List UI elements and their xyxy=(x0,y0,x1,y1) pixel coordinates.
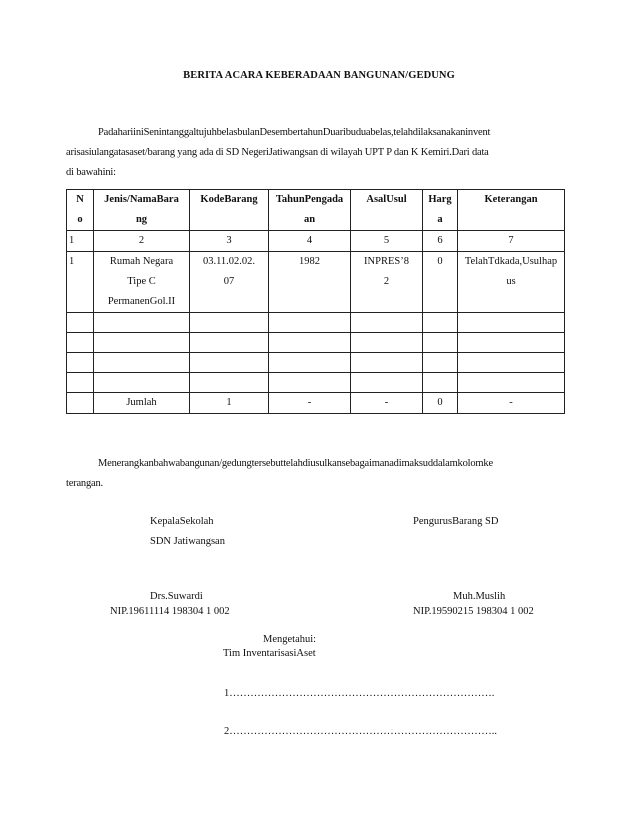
table-cell: 7 xyxy=(458,231,565,252)
table-row xyxy=(67,313,565,333)
left-signatory-school: SDN Jatiwangsan xyxy=(150,536,225,547)
closing-line-1: Menerangkanbahwabangunan/gedungtersebuttelahdiusulkansebagaimanadimaksuddalamkolomke xyxy=(98,458,493,469)
table-total-row xyxy=(67,393,565,414)
table-cell: 1 xyxy=(67,252,94,313)
team-member-1: 1…………………………………………………………………. xyxy=(224,688,495,699)
left-signatory-nip: NIP.19611114 198304 1 002 xyxy=(110,606,230,617)
header-no: N o xyxy=(67,190,94,231)
table-cell: 1982 xyxy=(269,252,351,313)
table-cell: 4 xyxy=(269,231,351,252)
table-cell: 5 xyxy=(351,231,423,252)
table-cell: 6 xyxy=(423,231,458,252)
intro-line-3: di bawahini: xyxy=(66,167,116,178)
table-cell: - xyxy=(458,393,565,414)
table-row xyxy=(67,353,565,373)
header-tahun: TahunPengada an xyxy=(269,190,351,231)
inventory-table xyxy=(66,189,565,414)
table-cell: 2 xyxy=(94,231,190,252)
table-header-row xyxy=(67,190,565,231)
total-label: Jumlah xyxy=(94,393,190,414)
document-title: BERITA ACARA KEBERADAAN BANGUNAN/GEDUNG xyxy=(183,70,455,81)
intro-line-2: arisasiulangatasaset/barang yang ada di SD NegeriJatiwangsan di wilayah UPT P dan K Kemiri.Dari data xyxy=(66,147,489,158)
right-signatory-nip: NIP.19590215 198304 1 002 xyxy=(413,606,534,617)
right-signatory-role: PengurusBarang SD xyxy=(413,516,499,527)
table-row xyxy=(67,373,565,393)
header-jenis: Jenis/NamaBara ng xyxy=(94,190,190,231)
table-cell: TelahTdkada,Usulhap us xyxy=(458,252,565,313)
header-kode: KodeBarang xyxy=(190,190,269,231)
table-index-row xyxy=(67,231,565,252)
table-cell: Rumah Negara Tipe C PermanenGol.II xyxy=(94,252,190,313)
table-cell: - xyxy=(351,393,423,414)
acknowledged-label: Mengetahui: xyxy=(263,634,317,645)
right-signatory-name: Muh.Muslih xyxy=(453,591,506,602)
table-cell: INPRES’8 2 xyxy=(351,252,423,313)
left-signatory-role: KepalaSekolah xyxy=(150,516,214,527)
left-signatory-name: Drs.Suwardi xyxy=(150,591,203,602)
header-harga: Harg a xyxy=(423,190,458,231)
table-cell: 1 xyxy=(67,231,94,252)
closing-line-2: terangan. xyxy=(66,478,103,489)
team-label: Tim InventarisasiAset xyxy=(223,648,316,659)
table-cell: 0 xyxy=(423,252,458,313)
table-cell: - xyxy=(269,393,351,414)
table-cell xyxy=(67,393,94,414)
table-cell: 1 xyxy=(190,393,269,414)
table-row xyxy=(67,252,565,313)
table-cell: 3 xyxy=(190,231,269,252)
header-keterangan: Keterangan xyxy=(458,190,565,231)
team-member-2: 2………………………………………………………………….. xyxy=(224,726,497,737)
header-asal: AsalUsul xyxy=(351,190,423,231)
intro-line-1: PadahariiniSenintanggaltujuhbelasbulanDesembertahunDuaribuduabelas,telahdilaksanakaninvent xyxy=(98,127,491,138)
table-row xyxy=(67,333,565,353)
table-cell: 0 xyxy=(423,393,458,414)
table-cell: 03.11.02.02. 07 xyxy=(190,252,269,313)
